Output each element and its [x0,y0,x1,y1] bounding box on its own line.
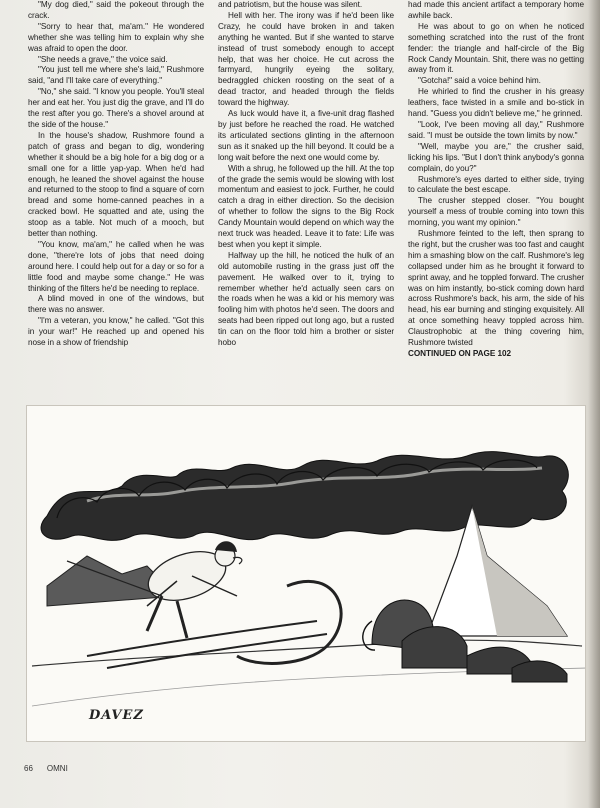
paragraph: "She needs a grave," the voice said. [38,54,168,64]
page-number: 66 [24,764,33,773]
page-spine-shadow [588,0,600,808]
paragraph: "You know, ma'am," he called when he was done, "there're lots of jobs that need doing around here. I could help out for a day or so for a little food and maybe some change." He was thinking of the filters he'd be needing to replace. [28,239,204,293]
paragraph: "Gotcha!" said a voice behind him. [418,76,541,86]
paragraph: and patriotism, but the house was silent. [218,0,363,9]
continued-notice: CONTINUED ON PAGE 102 [408,349,511,358]
paragraph: A blind moved in one of the windows, but there was no answer. [28,294,204,315]
text-column-1 [28,0,204,403]
cartoon-illustration [26,405,586,742]
paragraph: Halfway up the hill, he noticed the hulk of an old automobile rusting in the grass just off the pavement. He walked over to it, trying to remember whether he'd actually seen cars on the roads when he was a kid or his memory was fooling him with photos he'd seen. The doors and seats had been ripped out long ago, but a rusted tin can on the floor told him a brother or sister hobo [218,250,394,348]
paragraph: He was about to go on when he noticed something scratched into the rust of the front fender: the triangle and half-circle of the Big Rock Candy Mountain. Shit, there was no getting away from it. [408,21,584,75]
paragraph: "Sorry to hear that, ma'am." He wondered whether she was telling him to explain why she was afraid to open the door. [28,21,204,53]
paragraph: Hell with her. The irony was if he'd been like Crazy, he could have broken in and taken anything he wanted. But if she wanted to starve instead of trust somebody enough to accept help, that was her choice. He cut across the farmyard, hungrily eyeing the solitary, bedraggled chicken roosting on the seat of a dead tractor, and headed through the fields toward the highway. [218,10,394,108]
artist-signature: DAVEZ [89,708,144,723]
paragraph: had made this ancient artifact a temporary home awhile back. [408,0,584,20]
paragraph: "No," she said. "I know you people. You'll steal her and eat her. You just dig the grave, and I'll do the rest after you go. There's a shovel around at the side of the house." [28,87,204,129]
skier-mammoth-cartoon [27,406,585,741]
page-footer [24,764,68,773]
paragraph: As luck would have it, a five-unit drag flashed by just before he reached the road. He watched its articulated sections glinting in the afternoon sun as it snaked up the hill beyond. It could be a long wait before the next one would come by. [218,109,394,162]
paragraph: He whirled to find the crusher in his greasy leathers, face twisted in a smile and bo-stick in hand. "Guess you didn't believe me," he grinned. [408,87,584,119]
paragraph: With a shrug, he followed up the hill. At the top of the grade the semis would be slowing with lost momentum and easiest to jock. Further, he could catch a drag in either direction. So the decision of whether to follow the signs to the Big Rock Candy Mountain would depend on which way the next truck was headed. Leave it to fate: Life was best when you kept it simple. [218,163,394,249]
paragraph: In the house's shadow, Rushmore found a patch of grass and began to dig, wondering whether it should be a big hole for a big dog or a small one for a little yap-yap. When he'd had enough, he leaned the shovel against the house and returned to the stoop to find a square of corn bread and some home-canned peaches in a cracked bowl. He squatted and ate, using the stoop as a table. Not much of a mooch, but better than nothing. [28,130,204,239]
paragraph: "You just tell me where she's laid," Rushmore said, "and I'll take care of everything." [28,65,204,86]
paragraph: Rushmore's eyes darted to either side, trying to calculate the best escape. [408,174,584,195]
magazine-name: OMNI [46,764,68,773]
text-column-2 [218,0,394,403]
paragraph: Rushmore feinted to the left, then sprang to the right, but the crusher was too fast and caught him a smashing blow on the calf. Rushmore's leg collapsed under him as he brought it forward to sprint away, and he toppled forward. The crusher was on him instantly, bo-stick coming down hard across Rushmore's back, his arm, the side of his head, his ear burning and stinging exquisitely. All at once something heavy toppled across him. Claustrophobic at the thing covering him, Rushmore twisted [408,229,584,348]
paragraph: The crusher stepped closer. "You bought yourself a mess of trouble coming into town this morning, you want my opinion." [408,196,584,228]
paragraph: "My dog died," said the pokeout through the crack. [28,0,204,20]
text-columns [28,0,584,403]
paragraph: "Look, I've been moving all day," Rushmore said. "I must be outside the town limits by now." [408,119,584,140]
text-column-3 [408,0,584,403]
paragraph: "I'm a veteran, you know," he called. "Got this in your war!" He reached up and opened his nose in a show of friendship [28,316,204,348]
paragraph: "Well, maybe you are," the crusher said, licking his lips. "But I don't think anybody's gonna complain, do you?" [408,141,584,173]
